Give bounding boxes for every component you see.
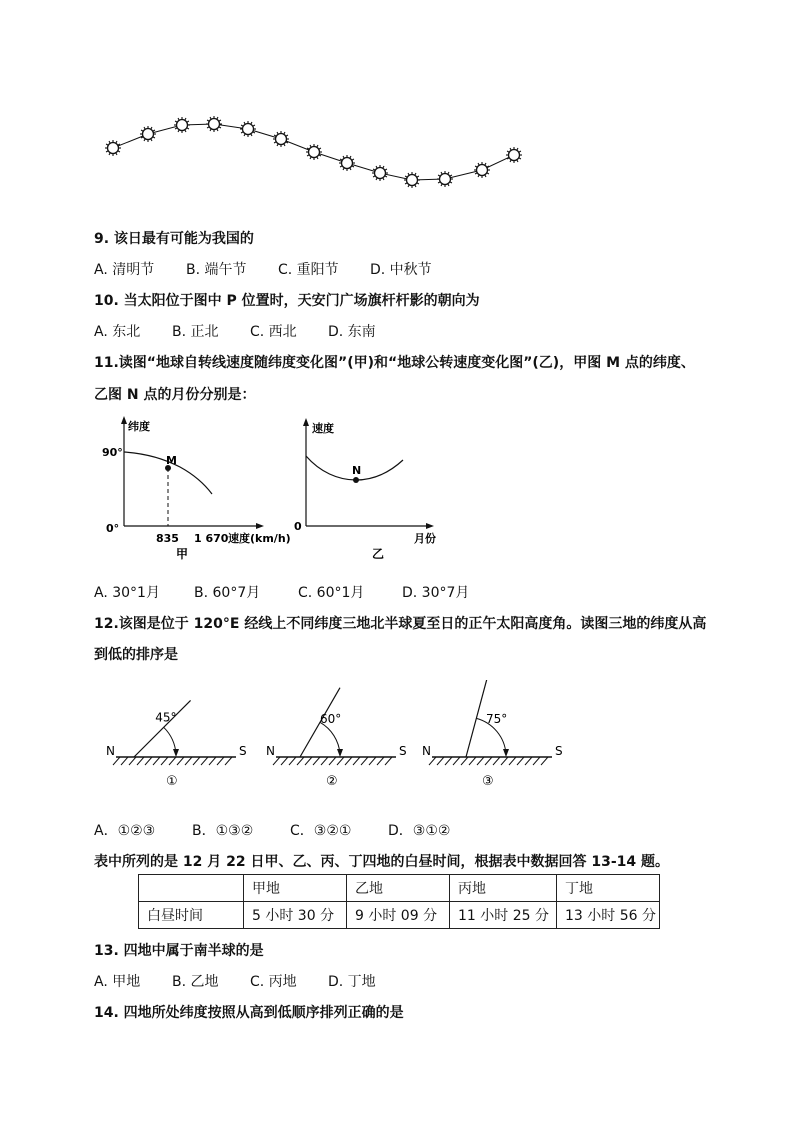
yi-x-label: 月份 [414, 532, 436, 545]
jia-y-label: 纬度 [128, 420, 150, 433]
q13-option-b[interactable]: B. 乙地 [172, 974, 219, 990]
jia-x-arrow [256, 523, 264, 529]
q10-option-d[interactable]: D. 东南 [328, 324, 376, 340]
angle-arc [320, 722, 340, 754]
south-label: S [555, 744, 563, 758]
table-header-cell: 丁地 [557, 875, 660, 902]
angle-label: 75° [486, 712, 508, 726]
q11-option-c[interactable]: C. 60°1月 [298, 585, 365, 601]
sun-icon [372, 165, 388, 181]
table-row [139, 902, 660, 929]
table-cell: 13 小时 56 分 [557, 902, 660, 929]
sun-icon [474, 162, 490, 178]
q9-stem: 9. 该日最有可能为我国的 [94, 231, 254, 247]
q12-stem-line2: 到低的排序是 [94, 647, 178, 663]
q11-option-a[interactable]: A. 30°1月 [94, 585, 160, 601]
q12-option-a[interactable]: A．①②③ [94, 823, 156, 839]
q12-options [94, 820, 450, 840]
q10-option-a[interactable]: A. 东北 [94, 324, 141, 340]
table-cell: 9 小时 09 分 [347, 902, 450, 929]
sun-icon [506, 147, 522, 163]
sun-icon [240, 121, 256, 137]
q11-option-d[interactable]: D. 30°7月 [402, 585, 470, 601]
sun-path-figure [96, 110, 536, 200]
sun-icon [174, 117, 190, 133]
q9-option-d[interactable]: D. 中秋节 [370, 262, 432, 278]
table-header-cell: 乙地 [347, 875, 450, 902]
q13-option-c[interactable]: C. 丙地 [250, 974, 297, 990]
diagram-marker: ② [326, 774, 338, 789]
q13-options [94, 971, 376, 991]
chart-yi [290, 410, 450, 560]
q13-option-d[interactable]: D. 丁地 [328, 974, 376, 990]
yi-y-label: 速度 [312, 422, 334, 435]
yi-point-n [353, 477, 359, 483]
sun-icon [206, 116, 222, 132]
q10-options [94, 321, 376, 341]
jia-caption: 甲 [176, 547, 189, 560]
table-header-cell: 甲地 [244, 875, 347, 902]
q9-option-b[interactable]: B. 端午节 [186, 262, 247, 278]
sun-angle-diagram [106, 700, 247, 789]
q12-option-c[interactable]: C．③②① [290, 823, 352, 839]
sun-ray [134, 700, 191, 757]
sun-icon [437, 171, 453, 187]
jia-x-tick-1670: 1 670 [194, 532, 229, 545]
q12-option-d[interactable]: D．③①② [388, 823, 451, 839]
diagram-marker: ③ [482, 774, 494, 789]
q9-option-a[interactable]: A. 清明节 [94, 262, 155, 278]
sun-icon [105, 140, 121, 156]
jia-y-top-tick: 90° [102, 446, 123, 459]
north-label: N [422, 744, 431, 758]
sun-icon [306, 144, 322, 160]
q13-stem: 13. 四地中属于南半球的是 [94, 943, 264, 959]
sun-angle-figure [100, 680, 580, 795]
q11-stem-line2: 乙图 N 点的月份分别是： [94, 387, 256, 403]
q13-option-a[interactable]: A. 甲地 [94, 974, 141, 990]
sun-icon [273, 131, 289, 147]
sun-icon [339, 155, 355, 171]
yi-caption: 乙 [372, 547, 385, 560]
q11-option-b[interactable]: B. 60°7月 [194, 585, 261, 601]
q11-options [94, 582, 469, 602]
sun-icon [140, 126, 156, 142]
angle-label: 60° [320, 712, 342, 726]
jia-y-arrow [121, 416, 127, 424]
q14-stem: 14. 四地所处纬度按照从高到低顺序排列正确的是 [94, 1005, 404, 1021]
daylight-table [138, 874, 660, 929]
diagram-marker: ① [166, 774, 178, 789]
chart-jia [100, 410, 300, 560]
north-label: N [106, 744, 115, 758]
q12-stem-line1: 12.该图是位于 120°E 经线上不同纬度三地北半球夏至日的正午太阳高度角。读图三地的纬度从高 [94, 616, 707, 632]
north-label: N [266, 744, 275, 758]
table-cell: 11 小时 25 分 [450, 902, 557, 929]
table-header-cell [139, 875, 244, 902]
sun-angle-diagram [266, 688, 407, 789]
jia-point-m-label: M [166, 454, 177, 467]
jia-y-origin-tick: 0° [106, 522, 120, 535]
sun-angle-diagram [422, 680, 563, 789]
sun-markers [105, 116, 522, 188]
jia-x-label: 速度(km/h) [228, 532, 291, 545]
south-label: S [239, 744, 247, 758]
yi-point-n-label: N [352, 464, 362, 477]
sun-icon [404, 172, 420, 188]
angle-label: 45° [155, 710, 177, 725]
q11-stem-line1: 11.读图“地球自转线速度随纬度变化图”(甲)和“地球公转速度变化图”(乙)，甲图 M 点的纬度、 [94, 355, 695, 371]
q9-options [94, 259, 432, 279]
jia-x-tick-835: 835 [156, 532, 179, 545]
table-cell: 白昼时间 [139, 902, 244, 929]
table-cell: 5 小时 30 分 [244, 902, 347, 929]
q12-option-b[interactable]: B．①③② [192, 823, 254, 839]
q10-option-b[interactable]: B. 正北 [172, 324, 219, 340]
table-header-cell: 丙地 [450, 875, 557, 902]
q10-option-c[interactable]: C. 西北 [250, 324, 297, 340]
q10-stem: 10. 当太阳位于图中 P 位置时，天安门广场旗杆杆影的朝向为 [94, 293, 480, 309]
yi-y-arrow [303, 418, 309, 426]
south-label: S [399, 744, 407, 758]
yi-y-origin-tick: 0 [294, 520, 302, 533]
yi-x-arrow [426, 523, 434, 529]
table-header-row [139, 875, 660, 902]
q9-option-c[interactable]: C. 重阳节 [278, 262, 339, 278]
table-intro: 表中所列的是 12 月 22 日甲、乙、丙、丁四地的白昼时间，根据表中数据回答 13-14 题。 [94, 854, 669, 870]
